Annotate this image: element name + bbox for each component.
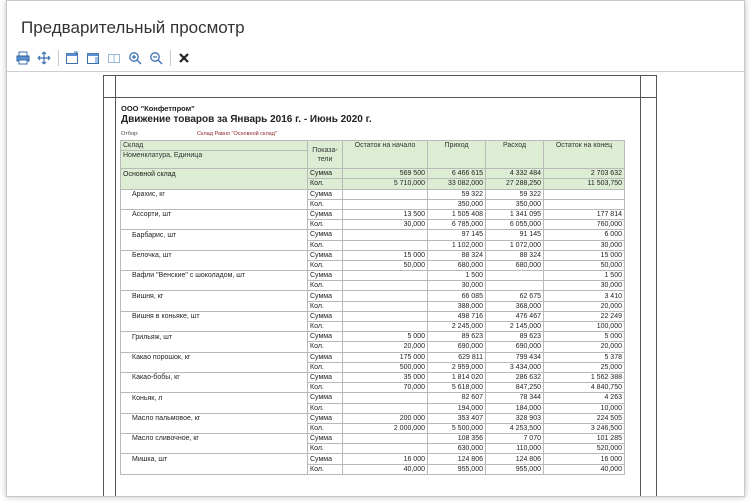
table-row [121, 454, 625, 464]
table-row [121, 464, 625, 474]
cell-out [486, 281, 544, 291]
item-name-cell [121, 464, 308, 474]
cell-open: 200 000 [343, 413, 428, 423]
header-nomenclature: Номенклатура, Единица [121, 151, 308, 169]
cell-in: 630,000 [428, 444, 486, 454]
group-row [121, 179, 625, 189]
item-name: Мишка, шт [121, 454, 308, 464]
cell-in: 108 356 [428, 434, 486, 444]
cell-close: 10,000 [544, 403, 625, 413]
cell-out: 59 322 [486, 189, 544, 199]
item-name-cell [121, 383, 308, 393]
cell-open: 40,000 [343, 464, 428, 474]
organization-name: ООО "Конфетпром" [121, 104, 195, 113]
cell-close: 1 500 [544, 271, 625, 281]
cell-close: 5 000 [544, 332, 625, 342]
item-name-cell [121, 444, 308, 454]
cell-close: 177 814 [544, 209, 625, 219]
report-table [120, 140, 625, 475]
cell-ind: Кол. [308, 362, 343, 372]
cell-ind: Сумма [308, 454, 343, 464]
cell-close: 6 000 [544, 230, 625, 240]
page-margin-line [104, 97, 656, 98]
cell-ind: Кол. [308, 179, 343, 189]
table-row [121, 393, 625, 403]
cell-open: 20,000 [343, 342, 428, 352]
cell-in: 89 623 [428, 332, 486, 342]
table-row [121, 250, 625, 260]
item-name-cell [121, 423, 308, 433]
cell-open [343, 240, 428, 250]
table-row [121, 240, 625, 250]
item-name: Масло пальмовое, кг [121, 413, 308, 423]
page-view-icon[interactable] [83, 48, 103, 68]
cell-close: 1 562 388 [544, 372, 625, 382]
cell-in: 82 607 [428, 393, 486, 403]
cell-open [343, 311, 428, 321]
item-name: Вафли "Венские" с шоколадом, шт [121, 271, 308, 281]
cell-open: 500,000 [343, 362, 428, 372]
cell-open [343, 230, 428, 240]
cell-in: 6 466 615 [428, 169, 486, 179]
close-icon[interactable] [174, 48, 194, 68]
filter-label: Отбор: [121, 131, 139, 137]
item-name: Масло сливочное, кг [121, 434, 308, 444]
toolbar [13, 47, 195, 69]
cell-ind: Сумма [308, 393, 343, 403]
cell-close: 22 249 [544, 311, 625, 321]
cell-close: 760,000 [544, 220, 625, 230]
cell-open [343, 403, 428, 413]
cell-out: 2 145,000 [486, 322, 544, 332]
cell-ind: Кол. [308, 423, 343, 433]
cell-ind: Сумма [308, 291, 343, 301]
cell-in: 66 085 [428, 291, 486, 301]
table-row [121, 383, 625, 393]
item-name: Вишня в коньяке, шт [121, 311, 308, 321]
cell-ind: Кол. [308, 444, 343, 454]
cell-in: 5 500,000 [428, 423, 486, 433]
table-row [121, 301, 625, 311]
cell-close: 4 263 [544, 393, 625, 403]
table-row [121, 444, 625, 454]
table-row [121, 413, 625, 423]
window-title: Предварительный просмотр [21, 18, 245, 37]
cell-out: 328 903 [486, 413, 544, 423]
cell-in: 1 102,000 [428, 240, 486, 250]
cell-in: 1 814 020 [428, 372, 486, 382]
group-name: Основной склад [121, 169, 308, 179]
cell-ind: Сумма [308, 352, 343, 362]
cell-close [544, 189, 625, 199]
cell-open: 175 000 [343, 352, 428, 362]
table-row [121, 352, 625, 362]
item-name-cell [121, 342, 308, 352]
table-row [121, 311, 625, 321]
report-page [103, 75, 657, 497]
cell-close: 11 503,750 [544, 179, 625, 189]
cell-in: 194,000 [428, 403, 486, 413]
header-warehouse: Склад [121, 141, 308, 151]
cell-close: 2 703 632 [544, 169, 625, 179]
cell-close: 101 285 [544, 434, 625, 444]
item-name-cell [121, 179, 308, 189]
page-margin-line [640, 76, 641, 497]
cell-in: 5 618,000 [428, 383, 486, 393]
cell-out: 4 332 484 [486, 169, 544, 179]
item-name-cell [121, 281, 308, 291]
item-name: Какао порошок, кг [121, 352, 308, 362]
table-row [121, 199, 625, 209]
page-setup-icon[interactable] [62, 48, 82, 68]
cell-in: 353 407 [428, 413, 486, 423]
cell-open: 16 000 [343, 454, 428, 464]
cell-out: 1 341 095 [486, 209, 544, 219]
table-row [121, 423, 625, 433]
cell-ind: Сумма [308, 169, 343, 179]
cell-ind: Кол. [308, 260, 343, 270]
cell-close: 100,000 [544, 322, 625, 332]
cell-ind: Сумма [308, 250, 343, 260]
cell-close: 224 505 [544, 413, 625, 423]
cell-ind: Кол. [308, 281, 343, 291]
cell-close: 30,000 [544, 240, 625, 250]
item-name: Грильяж, шт [121, 332, 308, 342]
cell-close: 50,000 [544, 260, 625, 270]
cell-in: 6 785,000 [428, 220, 486, 230]
cell-out [486, 271, 544, 281]
cell-ind: Кол. [308, 199, 343, 209]
cell-open: 15 000 [343, 250, 428, 260]
cell-in: 124 806 [428, 454, 486, 464]
cell-ind: Кол. [308, 220, 343, 230]
cell-ind: Кол. [308, 301, 343, 311]
cell-open [343, 301, 428, 311]
cell-close: 5 378 [544, 352, 625, 362]
cell-out: 78 344 [486, 393, 544, 403]
cell-out: 4 253,500 [486, 423, 544, 433]
cell-ind: Сумма [308, 413, 343, 423]
cell-close: 20,000 [544, 342, 625, 352]
toolbar-separator [58, 50, 59, 66]
cell-close: 30,000 [544, 281, 625, 291]
single-page-icon[interactable] [104, 48, 124, 68]
item-name: Ассорти, шт [121, 209, 308, 219]
cell-ind: Кол. [308, 322, 343, 332]
cell-open [343, 281, 428, 291]
table-row [121, 322, 625, 332]
cell-in: 388,000 [428, 301, 486, 311]
cell-in: 30,000 [428, 281, 486, 291]
table-row [121, 403, 625, 413]
cell-close [544, 199, 625, 209]
cell-in: 1 505 408 [428, 209, 486, 219]
cell-open [343, 322, 428, 332]
cell-ind: Кол. [308, 240, 343, 250]
cell-ind: Кол. [308, 342, 343, 352]
cell-out: 368,000 [486, 301, 544, 311]
cell-out: 91 145 [486, 230, 544, 240]
cell-open [343, 444, 428, 454]
zoom-out-icon[interactable] [146, 48, 166, 68]
cell-in: 88 324 [428, 250, 486, 260]
header-indicators: Показа- тели [308, 141, 343, 169]
cell-ind: Сумма [308, 434, 343, 444]
header-opening: Остаток на начало [343, 141, 428, 169]
table-row [121, 372, 625, 382]
cell-open: 50,000 [343, 260, 428, 270]
cell-out: 476 467 [486, 311, 544, 321]
table-row [121, 362, 625, 372]
cell-in: 680,000 [428, 260, 486, 270]
cell-open: 13 500 [343, 209, 428, 219]
item-name-cell [121, 220, 308, 230]
page-margin-line [115, 76, 116, 497]
cell-in: 690,000 [428, 342, 486, 352]
item-name: Коньяк, л [121, 393, 308, 403]
cell-out: 124 806 [486, 454, 544, 464]
cell-out: 847,250 [486, 383, 544, 393]
cell-out: 955,000 [486, 464, 544, 474]
preview-window [6, 0, 745, 497]
cell-open: 2 000,000 [343, 423, 428, 433]
cell-out: 350,000 [486, 199, 544, 209]
cell-close: 3 410 [544, 291, 625, 301]
cell-out: 62 675 [486, 291, 544, 301]
cell-close: 520,000 [544, 444, 625, 454]
cell-in: 59 322 [428, 189, 486, 199]
table-row [121, 342, 625, 352]
group-row [121, 169, 625, 179]
cell-close: 16 000 [544, 454, 625, 464]
table-row [121, 281, 625, 291]
filter-value: Склад Равно "Основной склад" [197, 131, 277, 137]
cell-ind: Сумма [308, 209, 343, 219]
item-name: Арахис, кг [121, 189, 308, 199]
cell-open [343, 434, 428, 444]
cell-in: 33 082,000 [428, 179, 486, 189]
cell-out: 184,000 [486, 403, 544, 413]
cell-close: 4 840,750 [544, 383, 625, 393]
cell-out: 110,000 [486, 444, 544, 454]
cell-in: 1 500 [428, 271, 486, 281]
item-name-cell [121, 240, 308, 250]
cell-ind: Сумма [308, 271, 343, 281]
item-name-cell [121, 301, 308, 311]
table-row [121, 260, 625, 270]
item-name: Барбарис, шт [121, 230, 308, 240]
cell-out: 286 632 [486, 372, 544, 382]
report-title: Движение товаров за Январь 2016 г. - Июнь 2020 г. [121, 114, 372, 125]
cell-close: 25,000 [544, 362, 625, 372]
cell-out: 799 434 [486, 352, 544, 362]
item-name-cell [121, 362, 308, 372]
cell-out: 680,000 [486, 260, 544, 270]
cell-out: 690,000 [486, 342, 544, 352]
table-row [121, 434, 625, 444]
item-name-cell [121, 403, 308, 413]
cell-open: 5 710,000 [343, 179, 428, 189]
cell-in: 955,000 [428, 464, 486, 474]
cell-open [343, 271, 428, 281]
header-income: Приход [428, 141, 486, 169]
cell-out: 88 324 [486, 250, 544, 260]
cell-in: 2 245,000 [428, 322, 486, 332]
cell-ind: Кол. [308, 464, 343, 474]
cell-ind: Сумма [308, 189, 343, 199]
cell-out: 6 055,000 [486, 220, 544, 230]
cell-ind: Сумма [308, 230, 343, 240]
zoom-in-icon[interactable] [125, 48, 145, 68]
cell-open [343, 393, 428, 403]
item-name-cell [121, 260, 308, 270]
table-row [121, 291, 625, 301]
item-name: Белочка, шт [121, 250, 308, 260]
table-row [121, 230, 625, 240]
cell-open [343, 199, 428, 209]
table-row [121, 271, 625, 281]
cell-ind: Кол. [308, 383, 343, 393]
toolbar-separator [170, 50, 171, 66]
header-expense: Расход [486, 141, 544, 169]
item-name: Какао-бобы, кг [121, 372, 308, 382]
cell-out: 3 434,000 [486, 362, 544, 372]
cell-open: 5 000 [343, 332, 428, 342]
item-name-cell [121, 199, 308, 209]
cell-in: 2 959,000 [428, 362, 486, 372]
cell-ind: Сумма [308, 311, 343, 321]
header-closing: Остаток на конец [544, 141, 625, 169]
cell-close: 15 000 [544, 250, 625, 260]
cell-ind: Сумма [308, 332, 343, 342]
table-row [121, 332, 625, 342]
cell-close: 20,000 [544, 301, 625, 311]
move-icon[interactable] [34, 48, 54, 68]
cell-open [343, 291, 428, 301]
cell-open: 30,000 [343, 220, 428, 230]
cell-ind: Сумма [308, 372, 343, 382]
header-row [121, 141, 625, 151]
cell-open: 35 000 [343, 372, 428, 382]
cell-open: 569 500 [343, 169, 428, 179]
preview-area[interactable] [7, 71, 745, 497]
cell-ind: Кол. [308, 403, 343, 413]
cell-out: 89 623 [486, 332, 544, 342]
print-icon[interactable] [13, 48, 33, 68]
cell-open: 70,000 [343, 383, 428, 393]
cell-out: 1 072,000 [486, 240, 544, 250]
table-row [121, 220, 625, 230]
table-row [121, 189, 625, 199]
cell-in: 97 145 [428, 230, 486, 240]
cell-close: 40,000 [544, 464, 625, 474]
cell-in: 350,000 [428, 199, 486, 209]
cell-close: 3 246,500 [544, 423, 625, 433]
cell-open [343, 189, 428, 199]
cell-in: 498 716 [428, 311, 486, 321]
item-name-cell [121, 322, 308, 332]
cell-out: 7 070 [486, 434, 544, 444]
table-row [121, 209, 625, 219]
item-name: Вишня, кг [121, 291, 308, 301]
cell-out: 27 288,250 [486, 179, 544, 189]
cell-in: 629 811 [428, 352, 486, 362]
